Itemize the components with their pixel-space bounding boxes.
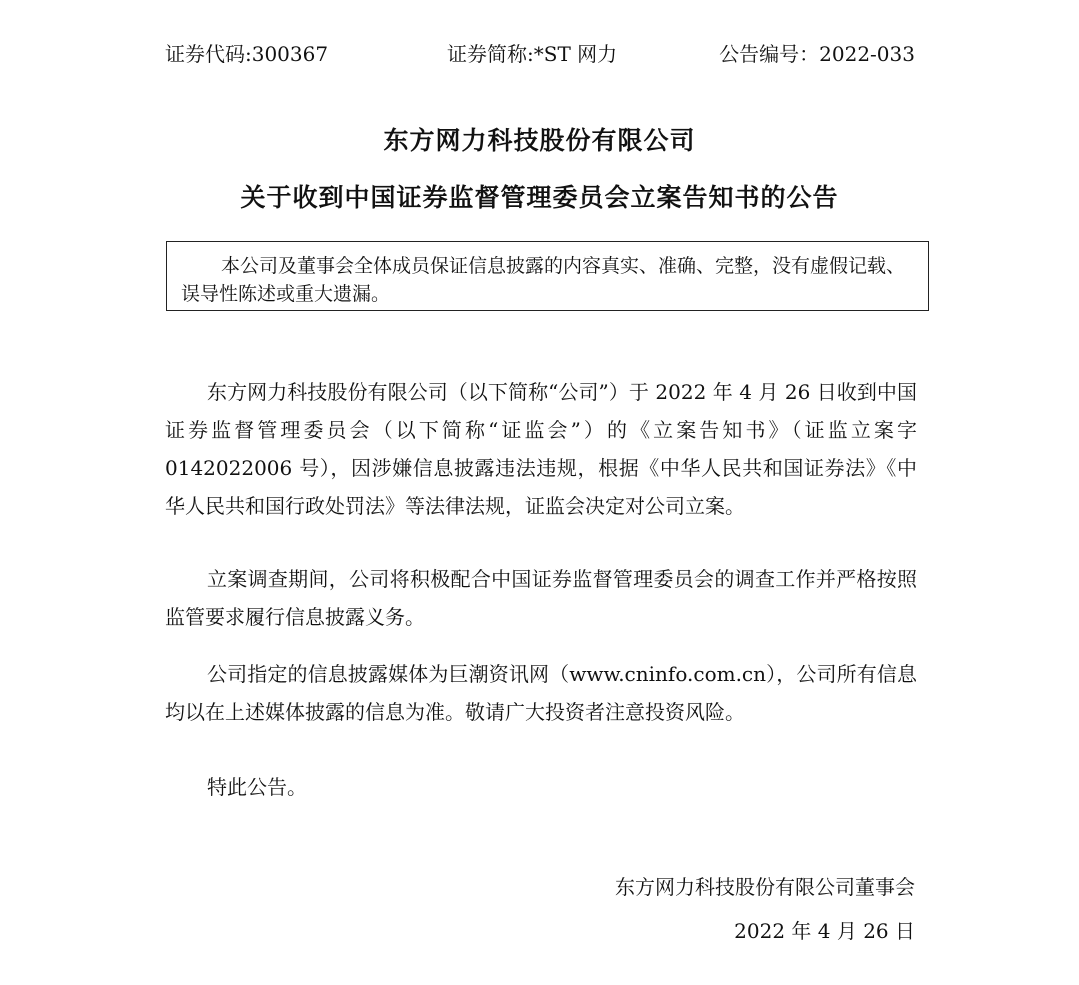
body-paragraph-filing-notice: 东方网力科技股份有限公司（以下简称“公司”）于 2022 年 4 月 26 日收到中国证券监督管理委员会（以下简称“证监会”）的《立案告知书》（证监立案字0142022006 号），因涉嫌信息披露违法违规，根据《中华人民共和国证券法》《中华人民共和国行政处罚法》等法律法规，证监会决定对公司立案。 [165, 380, 917, 518]
body-paragraph-media: 公司指定的信息披露媒体为巨潮资讯网（www.cninfo.com.cn），公司所有信息均以在上述媒体披露的信息为准。敬请广大投资者注意投资风险。 [165, 662, 917, 724]
body-paragraph-closing: 特此公告。 [207, 775, 307, 799]
body-paragraph-investigation: 立案调查期间，公司将积极配合中国证券监督管理委员会的调查工作并严格按照监管要求履行信息披露义务。 [165, 567, 917, 629]
board-guarantee-statement: 本公司及董事会全体成员保证信息披露的内容真实、准确、完整，没有虚假记载、误导性陈述或重大遗漏。 [166, 241, 929, 311]
stock-code: 证券代码:300367 [165, 42, 329, 66]
notice-number: 公告编号：2022-033 [719, 42, 915, 66]
stock-short-name: 证券简称:*ST 网力 [447, 42, 618, 66]
signature-org: 东方网力科技股份有限公司董事会 [615, 875, 915, 899]
signature-date: 2022 年 4 月 26 日 [734, 919, 915, 943]
announcement-title: 关于收到中国证券监督管理委员会立案告知书的公告 [240, 183, 839, 212]
company-title: 东方网力科技股份有限公司 [383, 126, 696, 155]
document-header [165, 40, 915, 68]
